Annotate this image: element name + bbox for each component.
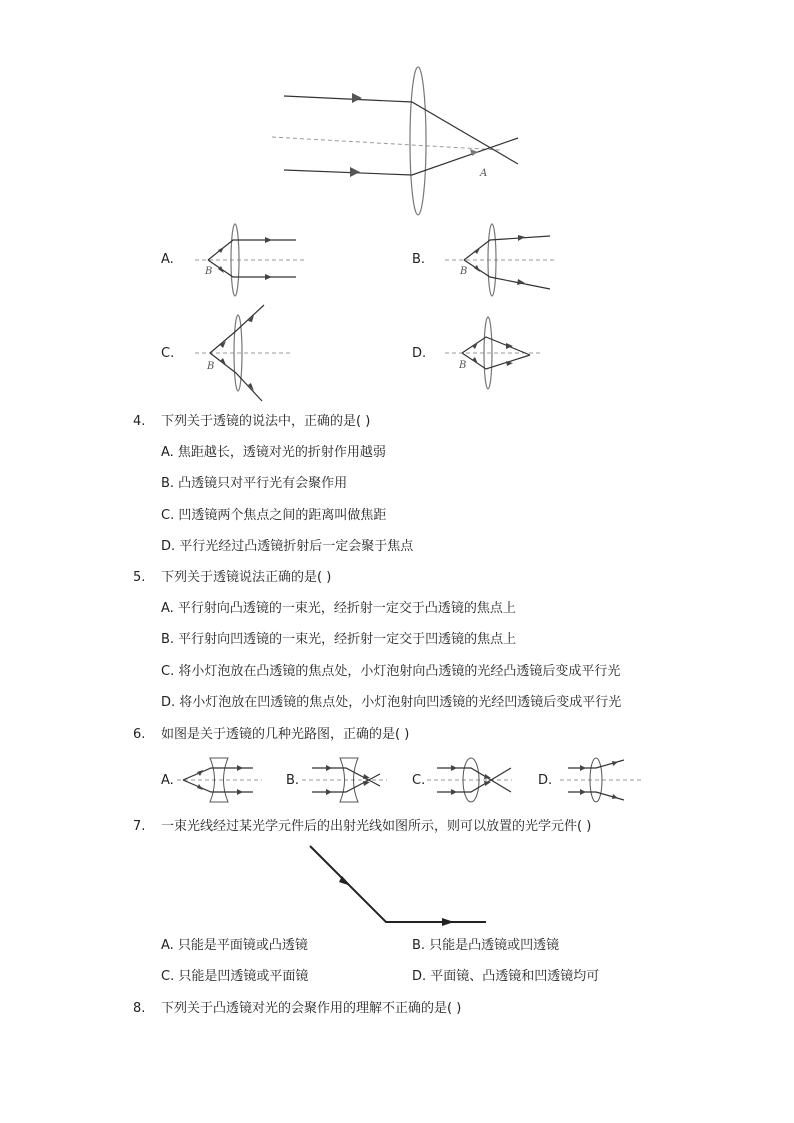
q4-number: 4.: [133, 414, 146, 429]
q7-option-c[interactable]: C. 只能是凹透镜或平面镜: [161, 969, 309, 984]
q6-option-d-diagram: [560, 756, 650, 806]
q5-option-c[interactable]: C. 将小灯泡放在凸透镜的焦点处，小灯泡射向凸透镜的光经凸透镜后变成平行光: [161, 664, 621, 679]
q3-c-point: B: [207, 361, 215, 372]
q3-option-d-label[interactable]: D.: [412, 346, 427, 361]
q6-option-c-label[interactable]: C.: [412, 773, 426, 788]
q7-number: 7.: [133, 819, 146, 834]
q5-option-a[interactable]: A. 平行射向凸透镜的一束光，经折射一定交于凸透镜的焦点上: [161, 601, 516, 616]
q6-option-d-label[interactable]: D.: [538, 773, 553, 788]
q3-d-point: B: [459, 360, 467, 371]
q6-option-a-label[interactable]: A.: [161, 773, 174, 788]
q4-stem: 下列关于透镜的说法中，正确的是( ): [161, 414, 371, 429]
svg-text:A: A: [480, 168, 488, 179]
q6-option-a-diagram: [177, 756, 267, 806]
q6-option-b-label[interactable]: B.: [286, 773, 300, 788]
q3-a-point: B: [205, 266, 213, 277]
q3-option-b-diagram: [440, 222, 590, 302]
q4-option-a[interactable]: A. 焦距越长，透镜对光的折射作用越弱: [161, 445, 386, 460]
q3-option-c-diagram: [190, 303, 330, 403]
q5-stem: 下列关于透镜说法正确的是( ): [161, 570, 332, 585]
q4-option-c[interactable]: C. 凹透镜两个焦点之间的距离叫做焦距: [161, 508, 387, 523]
q6-option-c-diagram: [427, 756, 527, 806]
q7-option-a[interactable]: A. 只能是平面镜或凸透镜: [161, 938, 308, 953]
q3-b-point: B: [460, 266, 468, 277]
q3-option-c-label[interactable]: C.: [161, 346, 175, 361]
q7-stem: 一束光线经过某光学元件后的出射光线如图所示，则可以放置的光学元件( ): [161, 819, 592, 834]
q3-option-d-diagram: [440, 310, 580, 400]
q3-option-b-label[interactable]: B.: [412, 252, 426, 267]
q8-stem: 下列关于凸透镜对光的会聚作用的理解不正确的是( ): [161, 1001, 462, 1016]
q5-option-b[interactable]: B. 平行射向凹透镜的一束光，经折射一定交于凹透镜的焦点上: [161, 632, 517, 647]
q7-ray-diagram: [300, 840, 500, 930]
q6-stem: 如图是关于透镜的几种光路图，正确的是( ): [161, 727, 410, 742]
q8-number: 8.: [133, 1001, 146, 1016]
q4-option-d[interactable]: D. 平行光经过凸透镜折射后一定会聚于焦点: [161, 539, 414, 554]
q5-option-d[interactable]: D. 将小灯泡放在凹透镜的焦点处，小灯泡射向凹透镜的光经凹透镜后变成平行光: [161, 695, 622, 710]
q3-option-a-label[interactable]: A.: [161, 252, 174, 267]
q7-option-d[interactable]: D. 平面镜、凸透镜和凹透镜均可: [412, 969, 600, 984]
q4-option-b[interactable]: B. 凸透镜只对平行光有会聚作用: [161, 476, 348, 491]
q6-option-b-diagram: [302, 756, 392, 806]
q5-number: 5.: [133, 570, 146, 585]
q7-option-b[interactable]: B. 只能是凸透镜或凹透镜: [412, 938, 560, 953]
q3-option-a-diagram: [190, 222, 330, 302]
q6-number: 6.: [133, 727, 146, 742]
